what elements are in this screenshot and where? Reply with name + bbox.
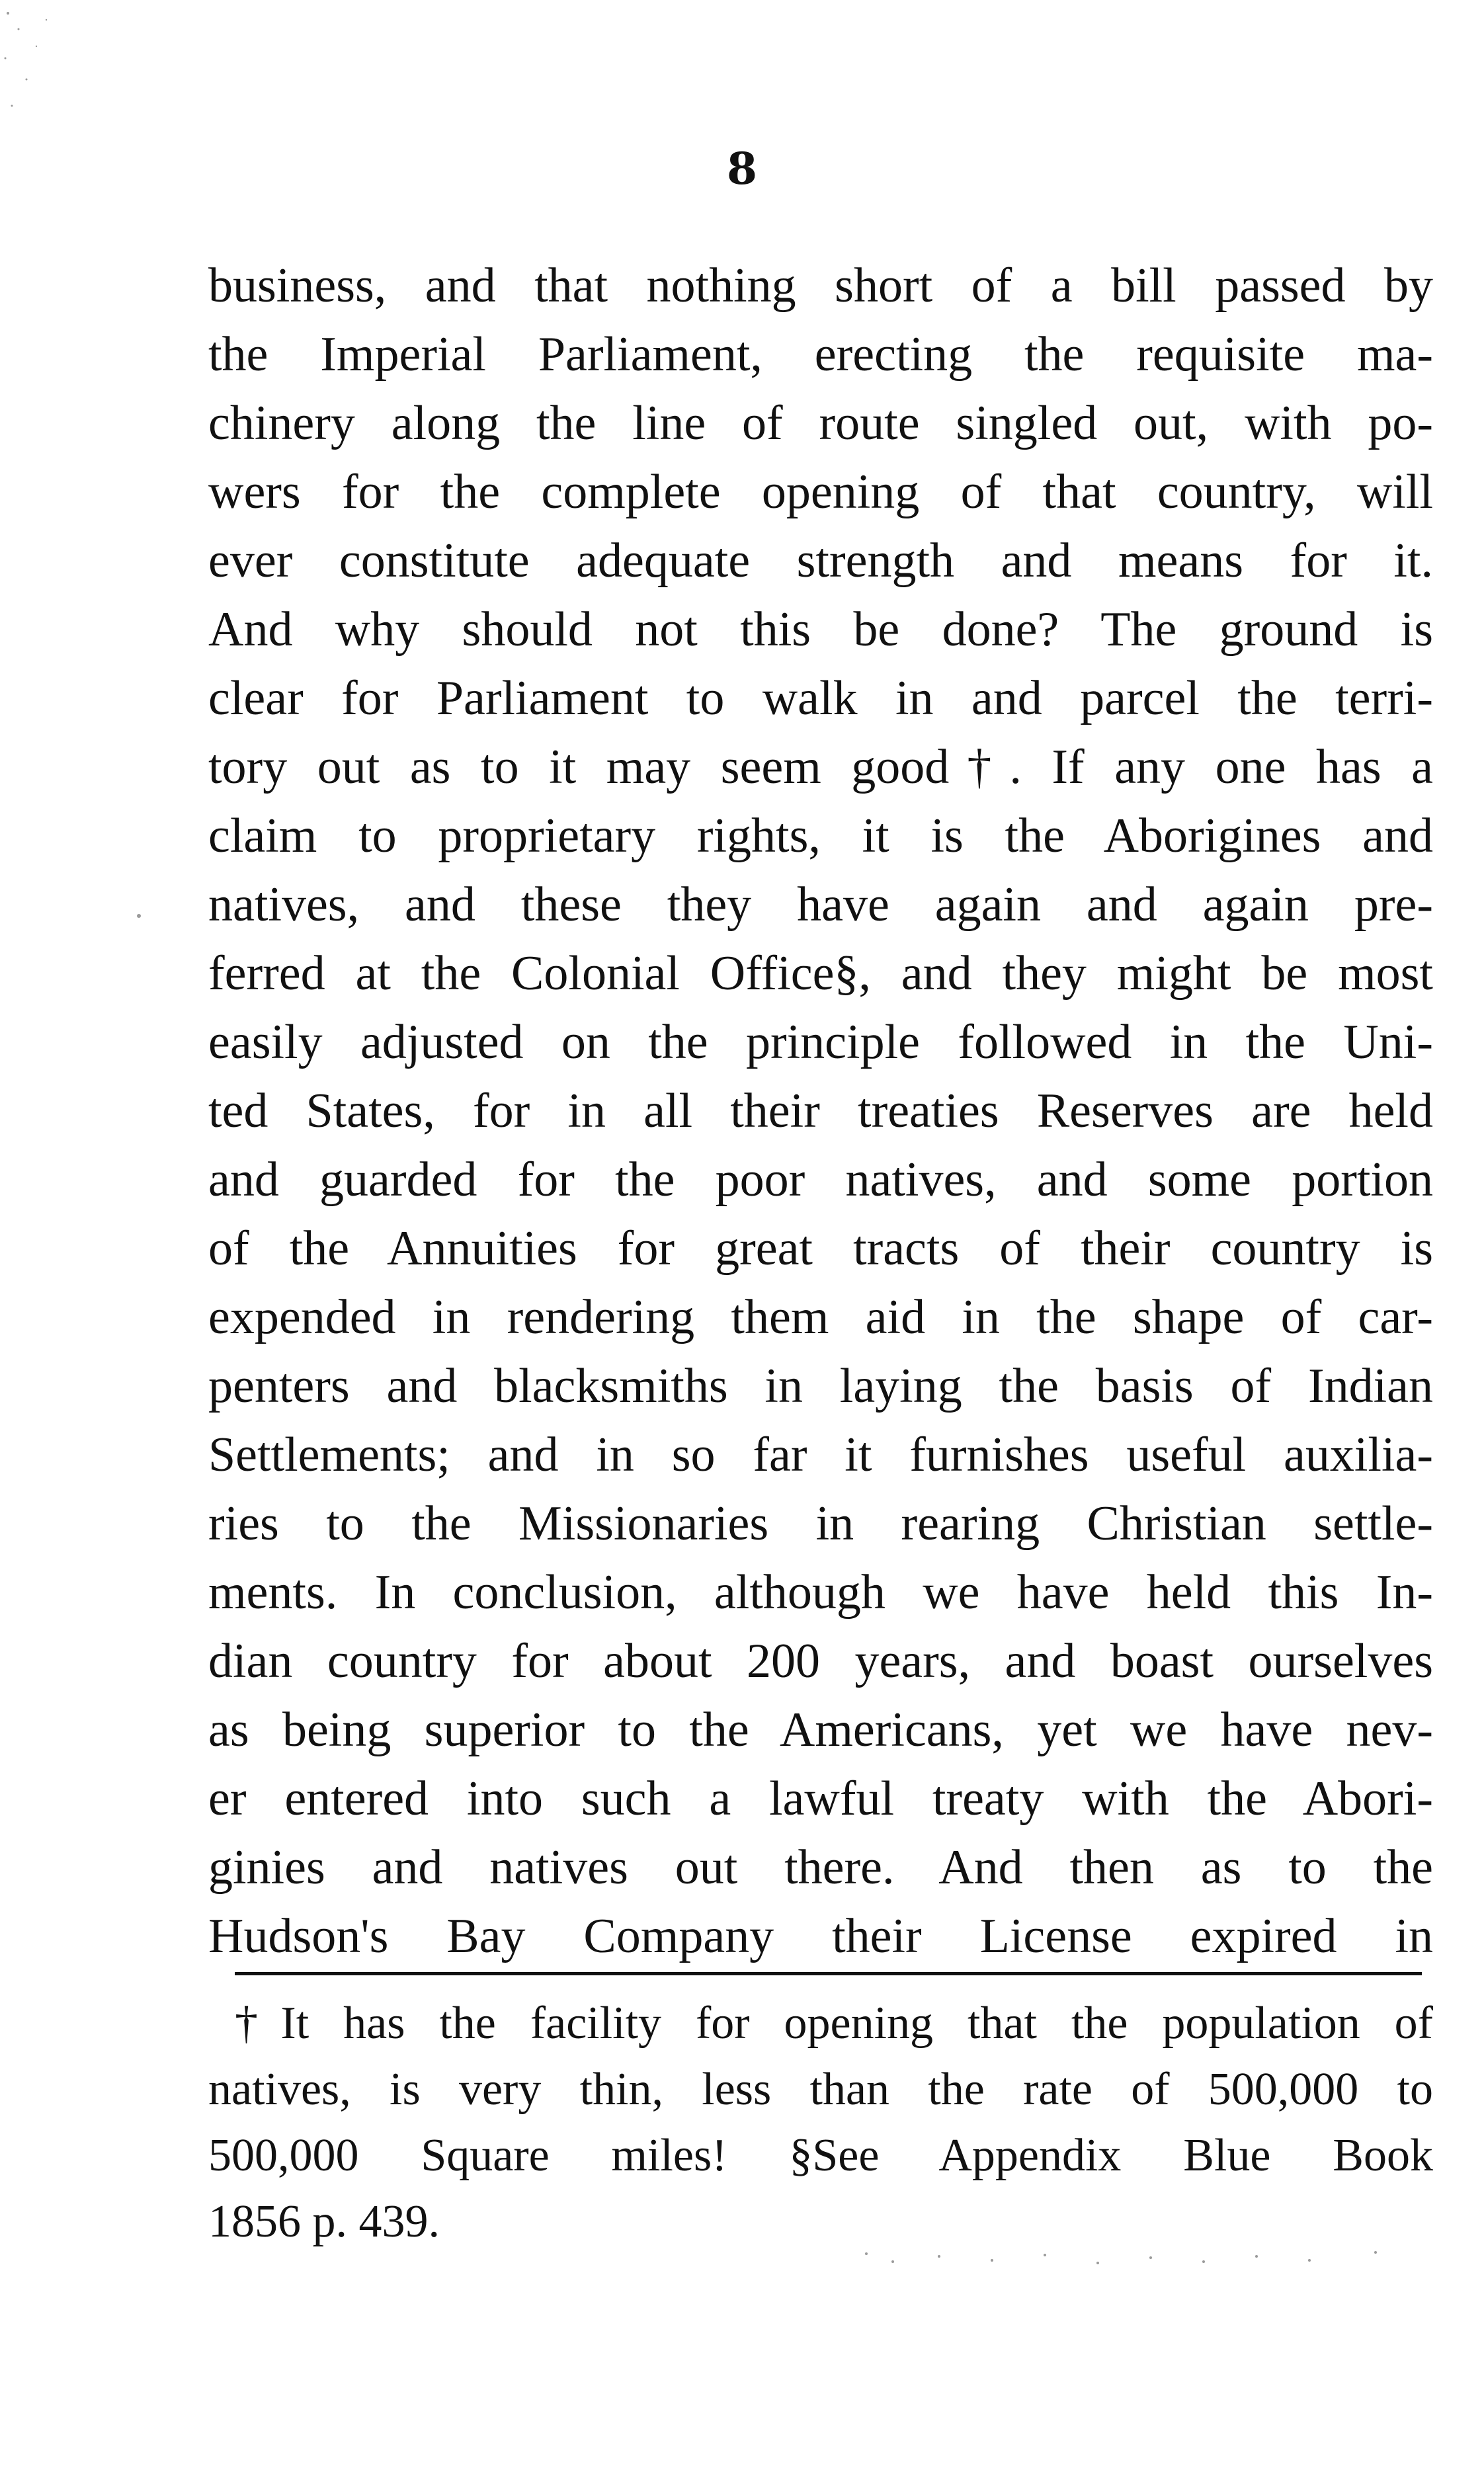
footnote-line: †It has the facility for opening that the population of [235,1998,1433,2049]
text-line: ted States, for in all their treaties Reserves are held [208,1084,1433,1138]
text-line: wers for the complete opening of that country, will [208,465,1433,519]
text-line: Hudson's Bay Company their License expired in [208,1909,1433,1963]
text-line: and guarded for the poor natives, and some portion [208,1153,1433,1207]
text-line: the Imperial Parliament, erecting the requisite ma- [208,327,1433,382]
text-line: claim to proprietary rights, it is the Aborigines and [208,809,1433,863]
text-line: ever constitute adequate strength and means for it. [208,534,1433,588]
text-line: er entered into such a lawful treaty with the Abori- [208,1772,1433,1826]
text-line: dian country for about 200 years, and boast ourselves [208,1634,1433,1688]
page-number: 8 [727,143,757,194]
text-line: natives, and these they have again and again pre- [208,878,1433,932]
footnote-line: 500,000 Square miles! §See Appendix Blue Book [208,2130,1433,2181]
text-line: easily adjusted on the principle followed in the Uni- [208,1015,1433,1069]
text-line: business, and that nothing short of a bill passed by [208,259,1433,313]
text-line: ries to the Missionaries in rearing Christian settle- [208,1497,1433,1551]
text-line: expended in rendering them aid in the shape of car- [208,1290,1433,1344]
text-line: ferred at the Colonial Office§, and they might be most [208,946,1433,1001]
text-line: chinery along the line of route singled out, with po- [208,396,1433,450]
footnote-line: natives, is very thin, less than the rate of 500,000 to [208,2064,1433,2115]
text-line: as being superior to the Americans, yet we have nev- [208,1703,1433,1757]
text-line: of the Annuities for great tracts of their country is [208,1221,1433,1276]
text-line: tory out as to it may seem good†. If any one has a [208,740,1433,794]
text-line: And why should not this be done? The ground is [208,602,1433,657]
footnote-line: 1856 p. 439. [208,2196,440,2247]
text-line: Settlements; and in so far it furnishes useful auxilia- [208,1428,1433,1482]
text-line: clear for Parliament to walk in and parcel the terri- [208,671,1433,725]
text-line: penters and blacksmiths in laying the basis of Indian [208,1359,1433,1413]
text-line: ginies and natives out there. And then as to the [208,1840,1433,1895]
text-line: ments. In conclusion, although we have held this In- [208,1565,1433,1620]
